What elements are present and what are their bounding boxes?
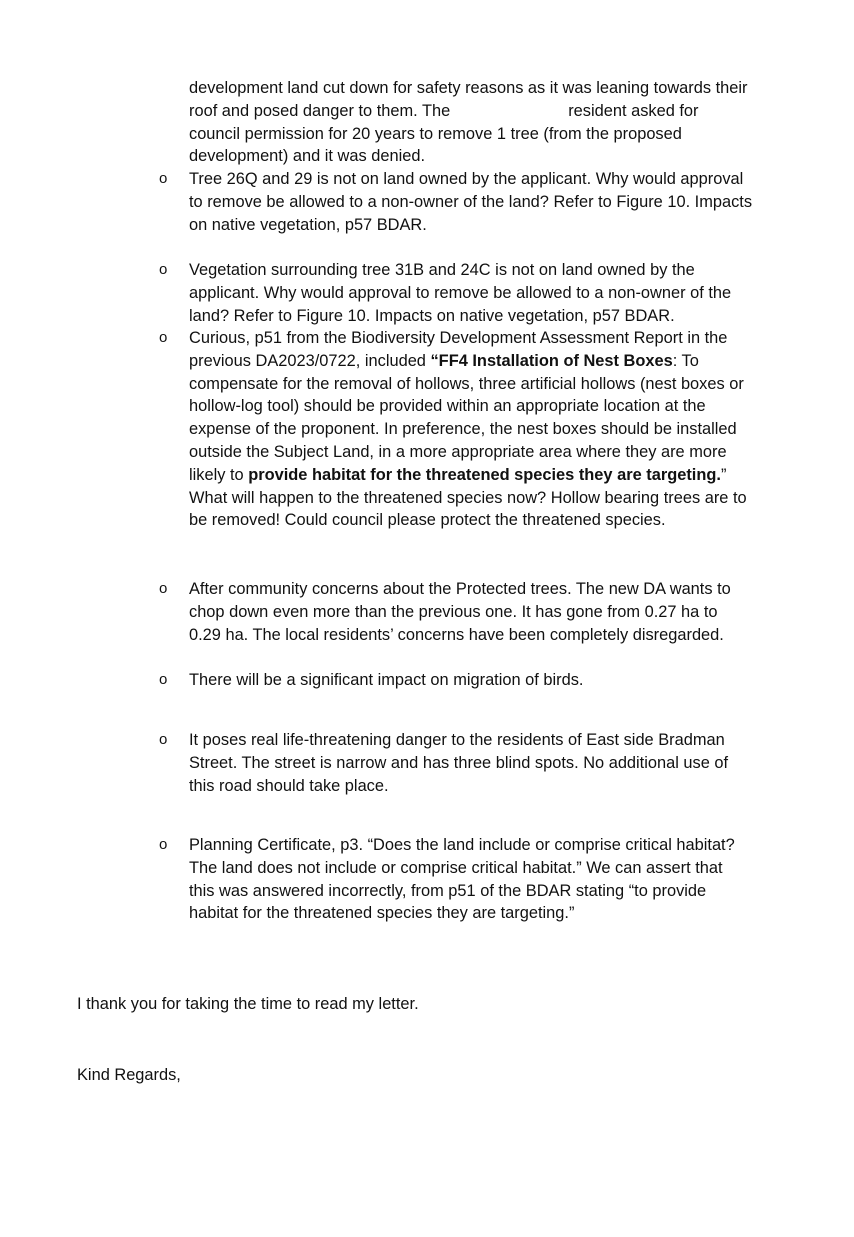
text-line [189, 350, 789, 373]
text-line: Street. The street is narrow and has three blind spots. No additional use of [189, 753, 729, 772]
text-line: What will happen to the threatened species now? Hollow bearing trees are to [189, 488, 747, 507]
text-line: chop down even more than the previous one. It has gone from 0.27 ha to [189, 602, 718, 621]
text-line: applicant. Why would approval to remove be allowed to a non-owner of the [189, 283, 732, 302]
closing-signoff: Kind Regards, [77, 1066, 181, 1084]
text-line: this was answered incorrectly, from p51 of the BDAR stating “to provide [189, 881, 707, 900]
text-line: Tree 26Q and 29 is not on land owned by the applicant. Why would approval [189, 170, 744, 188]
text-line: After community concerns about the Protected trees. The new DA wants to [189, 580, 731, 598]
text-line: Vegetation surrounding tree 31B and 24C is not on land owned by the [189, 261, 695, 279]
text-segment: ” [720, 465, 727, 484]
text-segment: likely to [189, 465, 249, 484]
text-line: expense of the proponent. In preference, the nest boxes should be installed [189, 420, 737, 439]
bullet-bradman-street [189, 729, 789, 797]
closing-thanks: I thank you for taking the time to read my letter. [77, 995, 419, 1013]
text-line: Planning Certificate, p3. “Does the land include or comprise critical habitat? [189, 836, 735, 854]
text-line: to remove be allowed to a non-owner of the land? Refer to Figure 10. Impacts [189, 192, 753, 211]
text-line: development) and it was denied. [189, 147, 425, 166]
text-line: habitat for the threatened species they are targeting.” [189, 904, 575, 923]
bullet-marker [159, 578, 173, 601]
text-line: on native vegetation, p57 BDAR. [189, 215, 427, 234]
redaction-block [450, 104, 570, 118]
bullet-planning-certificate [189, 834, 789, 925]
text-line: hollow-log tool) should be provided within an appropriate location at the [189, 397, 706, 416]
bold-quote: provide habitat for the threatened species they are targeting. [248, 465, 721, 484]
bullet-marker [159, 327, 173, 350]
bold-quote: “FF4 Installation of Nest Boxes [430, 351, 673, 370]
bullet-marker [159, 669, 173, 692]
text-line: be removed! Could council please protect the threatened species. [189, 511, 666, 530]
text-segment: resident asked for [568, 101, 699, 120]
text-line [189, 100, 789, 123]
text-line: this road should take place. [189, 776, 389, 795]
text-line: It poses real life-threatening danger to the residents of East side Bradman [189, 731, 725, 749]
text-line: The land does not include or comprise critical habitat.” We can assert that [189, 858, 723, 877]
continuation-paragraph [189, 77, 789, 168]
bullet-migration [189, 669, 789, 692]
text-line: outside the Subject Land, in a more appropriate area where they are more [189, 442, 727, 461]
text-line: compensate for the removal of hollows, three artificial hollows (nest boxes or [189, 374, 744, 393]
bullet-marker [159, 729, 173, 752]
bullet-vegetation-31b-24c [189, 259, 789, 327]
text-line: 0.29 ha. The local residents’ concerns have been completely disregarded. [189, 625, 724, 644]
text-segment: roof and posed danger to them. The [189, 101, 451, 120]
bullet-nest-boxes [189, 327, 789, 532]
text-line: development land cut down for safety reasons as it was leaning towards their [189, 79, 748, 97]
bullet-community-concerns [189, 578, 789, 646]
text-line: land? Refer to Figure 10. Impacts on native vegetation, p57 BDAR. [189, 306, 675, 325]
bullet-tree-26q-29 [189, 168, 789, 236]
text-line: There will be a significant impact on migration of birds. [189, 671, 584, 689]
bullet-marker [159, 168, 173, 191]
bullet-marker [159, 834, 173, 857]
text-segment: : To [672, 351, 699, 370]
text-line [189, 464, 789, 487]
text-segment: previous DA2023/0722, included [189, 351, 431, 370]
text-line: Curious, p51 from the Biodiversity Development Assessment Report in the [189, 329, 728, 347]
text-line: council permission for 20 years to remove 1 tree (from the proposed [189, 124, 682, 143]
bullet-marker [159, 259, 173, 282]
